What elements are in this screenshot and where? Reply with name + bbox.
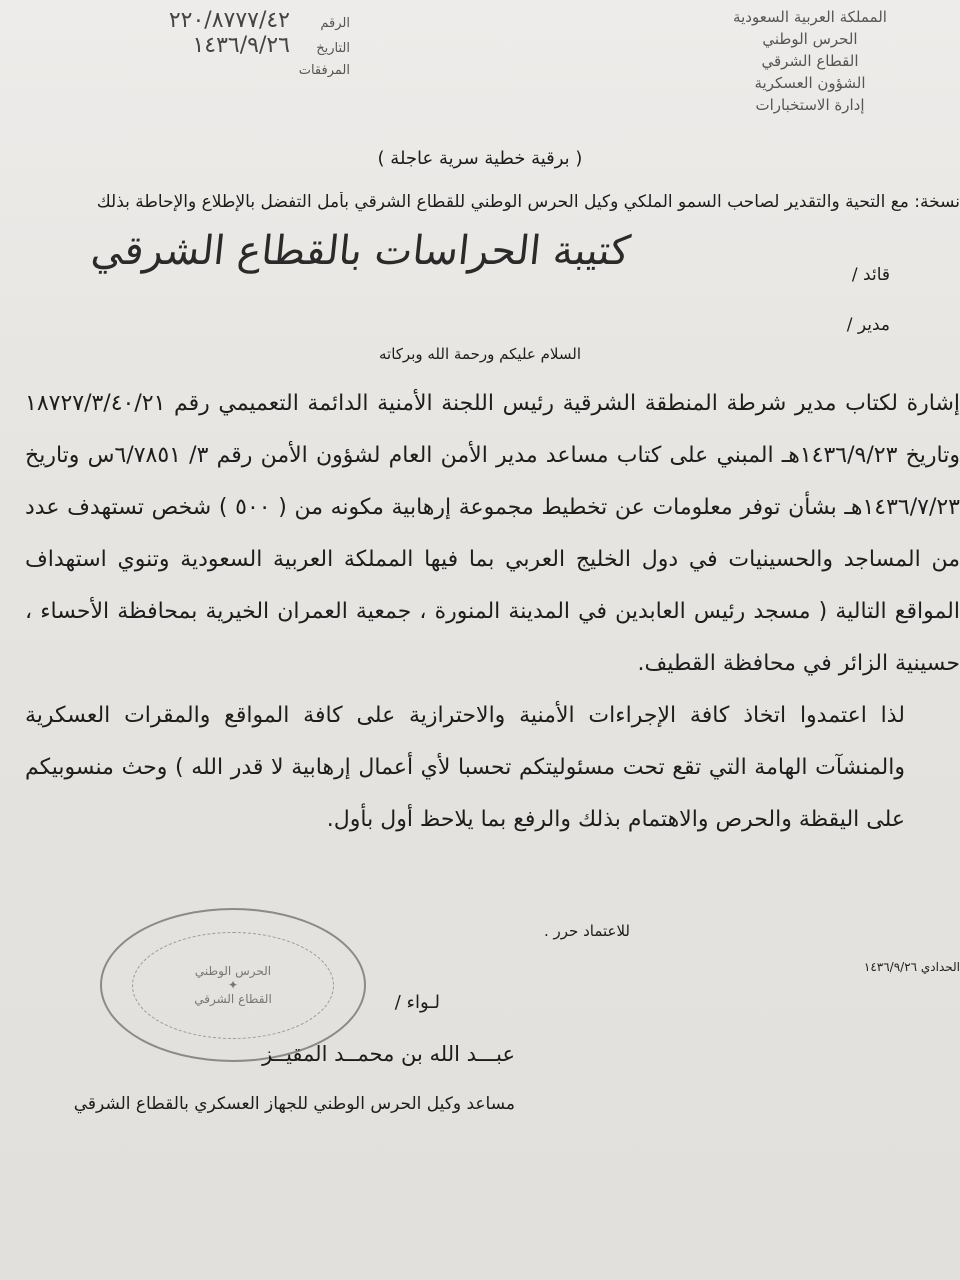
document-title: ( برقية خطية سرية عاجلة ) xyxy=(377,148,583,169)
body-paragraph-1: إشارة لكتاب مدير شرطة المنطقة الشرقية رئيس اللجنة الأمنية الدائمة التعميمي رقم ١٨٧٢٧/٣/٤٠/٢١ وتاريخ ١٤٣٦/٩/٢٣هـ المبني على كتاب مساعد مدير الأمن العام لشؤون الأمن رقم ٣/ ٦/٧٨٥١س وتاريخ ١٤٣٦/٧/٢٣هـ بشأن توفر معلومات عن تخطيط مجموعة إرهابية مكونه من ( ٥٠٠ ) شخص تستهدف عدد من المساجد والحسينيات في دول الخليج العربي بما فيها المملكة العربية السعودية وتنوي استهداف المواقع التالية ( مسجد رئيس العابدين في المدينة المنورة ، جمعية العمران الخيرية بمحافظة الأحساء ، حسينية الزائر في محافظة القطيف. xyxy=(25,391,960,676)
approval-note: للاعتماد حرر . xyxy=(543,922,630,940)
number-label: الرقم xyxy=(320,16,350,31)
body-paragraph-2: لذا اعتمدوا اتخاذ كافة الإجراءات الأمنية والاحترازية على كافة المواقع والمقرات العسكرية والمنشآت الهامة التي تقع تحت مسئوليتكم تحسبا لأي أعمال إرهابية لا قدر الله ) وحث منسوبيكم على اليقظة والحرص والاهتمام بذلك والرفع بما يلاحظ أول بأول. xyxy=(25,703,905,832)
org-line: المملكة العربية السعودية xyxy=(733,8,887,26)
body-text xyxy=(25,378,960,846)
seal-line-1: الحرس الوطني xyxy=(194,964,272,978)
org-line: القطاع الشرقي xyxy=(761,52,859,70)
reference-block xyxy=(10,10,350,82)
signatory-title: مساعد وكيل الحرس الوطني للجهاز العسكري بالقطاع الشرقي xyxy=(73,1094,515,1114)
org-line: الشؤون العسكرية xyxy=(754,74,866,92)
date-note: الحدادي ١٤٣٦/٩/٢٦ xyxy=(863,960,960,974)
copy-line: نسخة: مع التحية والتقدير لصاحب السمو الملكي وكيل الحرس الوطني للقطاع الشرقي بأمل التفضل بالإطلاع والإحاطة بذلك xyxy=(96,192,960,212)
emblem-icon: ✦ xyxy=(227,978,239,992)
organization-header xyxy=(680,6,940,116)
seal-inner xyxy=(132,932,334,1039)
signatory-rank: لـواء / xyxy=(394,992,440,1013)
attachments-label: المرفقات xyxy=(298,63,350,78)
org-line: الحرس الوطني xyxy=(762,30,858,48)
greeting: السلام عليكم ورحمة الله وبركاته xyxy=(379,345,581,363)
number-value: ٢٢٠/٨٧٧٧/٤٢ xyxy=(168,8,290,33)
signatory-name: عبـــد الله بن محمــد المقيــز xyxy=(262,1042,515,1066)
recipient-commander: قائد / xyxy=(851,265,890,285)
handwritten-recipient: كتيبة الحراسات بالقطاع الشرقي xyxy=(88,228,633,274)
official-seal xyxy=(100,908,366,1062)
recipient-director: مدير / xyxy=(846,315,890,335)
date-label: التاريخ xyxy=(316,41,350,56)
org-line: إدارة الاستخبارات xyxy=(755,96,865,114)
seal-line-2: القطاع الشرقي xyxy=(194,992,272,1006)
date-value: ١٤٣٦/٩/٢٦ xyxy=(192,33,290,58)
